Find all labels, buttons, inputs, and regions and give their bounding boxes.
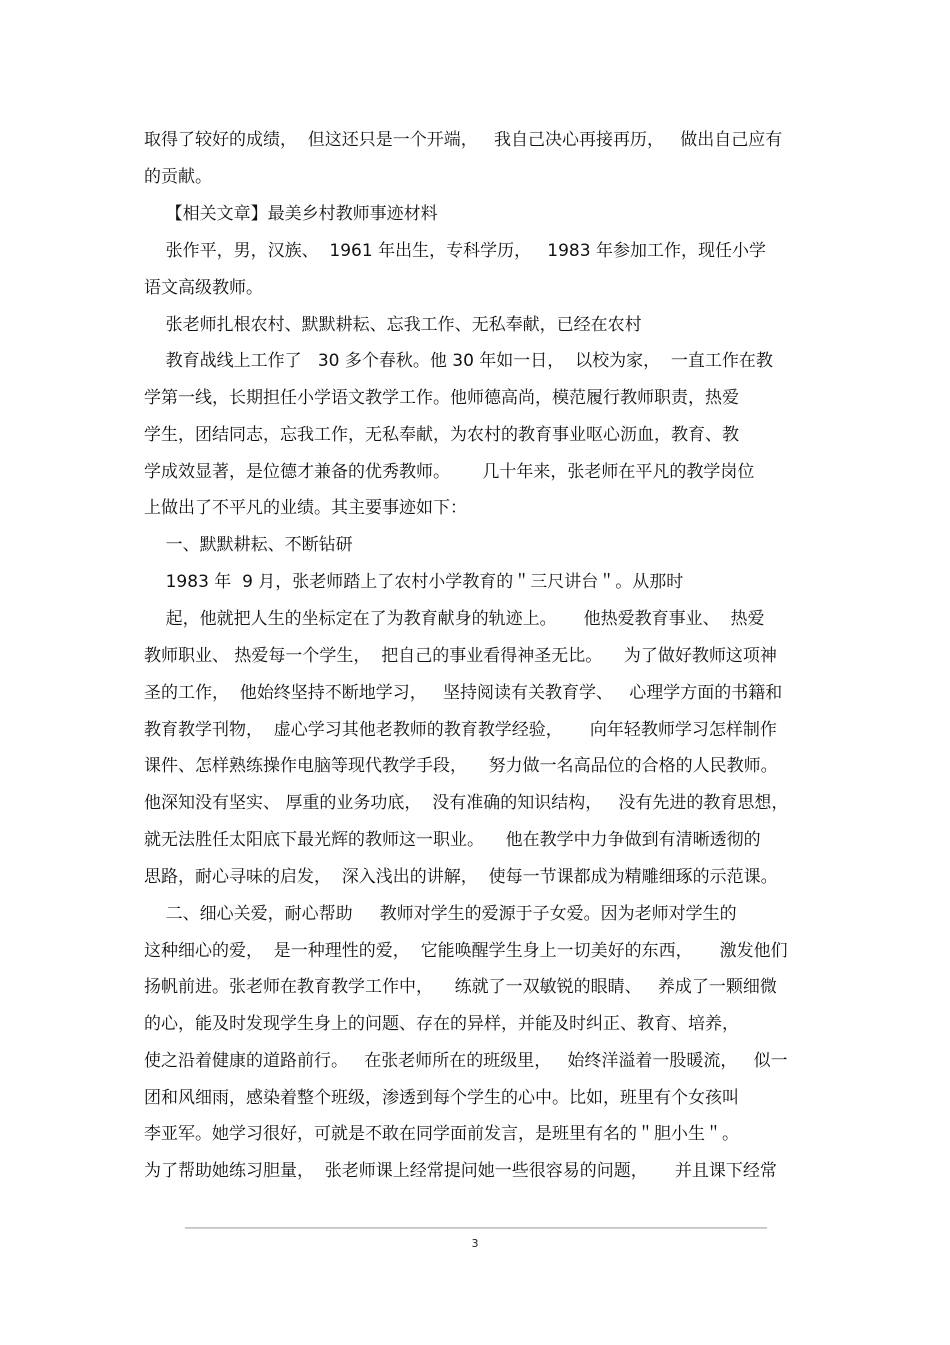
text-line: 取得了较好的成绩， 但这还只是一个开端， 我自己决心再接再历， 做出自己应有 <box>144 130 783 150</box>
text-line: 扬帆前进。张老师在教育教学工作中， 练就了一双敏锐的眼睛、 养成了一颗细微 <box>144 977 777 997</box>
text-line: 他深知没有坚实、 厚重的业务功底， 没有准确的知识结构， 没有先进的教育思想， <box>144 793 789 813</box>
section-heading: 一、默默耕耘、不断钻研 <box>144 535 353 555</box>
text-line: 思路，耐心寻味的启发， 深入浅出的讲解， 使每一节课都成为精雕细琢的示范课。 <box>144 867 778 887</box>
text-line: 这种细心的爱， 是一种理性的爱， 它能唤醒学生身上一切美好的东西， 激发他们 <box>144 941 788 961</box>
text-line: 语文高级教师。 <box>144 278 263 298</box>
section-heading: 二、细心关爱，耐心帮助 教师对学生的爱源于子女爱。因为老师对学生的 <box>144 904 737 924</box>
text-line: 学生，团结同志，忘我工作，无私奉献，为农村的教育事业呕心沥血，教育、教 <box>144 425 739 445</box>
text-line: 使之沿着健康的道路前行。 在张老师所在的班级里， 始终洋溢着一股暖流， 似一 <box>144 1051 788 1071</box>
text-line: 就无法胜任太阳底下最光辉的教师这一职业。 他在教学中力争做到有清晰透彻的 <box>144 830 761 850</box>
text-line: 起，他就把人生的坐标定在了为教育献身的轨迹上。 他热爱教育事业、 热爱 <box>144 609 765 629</box>
text-line: 张老师扎根农村、默默耕耘、忘我工作、无私奉献，已经在农村 <box>144 315 642 335</box>
text-line: 教师职业、 热爱每一个学生， 把自己的事业看得神圣无比。 为了做好教师这项神 <box>144 646 777 666</box>
text-line: 李亚军。她学习很好，可就是不敢在同学面前发言，是班里有名的＂胆小生＂。 <box>144 1124 739 1144</box>
text-line: 团和风细雨，感染着整个班级，渗透到每个学生的心中。比如，班里有个女孩叫 <box>144 1088 739 1108</box>
text-line: 课件、怎样熟练操作电脑等现代教学手段， 努力做一名高品位的合格的人民教师。 <box>144 756 778 776</box>
text-line: 为了帮助她练习胆量， 张老师课上经常提问她一些很容易的问题， 并且课下经常 <box>144 1161 777 1181</box>
text-line: 张作平，男，汉族、 1961 年出生，专科学历， 1983 年参加工作，现任小学 <box>144 241 766 261</box>
text-line: 1983 年 9 月，张老师踏上了农村小学教育的＂三尺讲台＂。从那时 <box>144 572 684 592</box>
text-line: 教育教学刊物， 虚心学习其他老教师的教育教学经验， 向年轻教师学习怎样制作 <box>144 720 777 740</box>
text-line: 学第一线，长期担任小学语文教学工作。他师德高尚，模范履行教师职责，热爱 <box>144 388 739 408</box>
related-article-heading: 【相关文章】最美乡村教师事迹材料 <box>144 204 438 224</box>
text-line: 的贡献。 <box>144 167 212 187</box>
footer-divider <box>185 1227 767 1229</box>
text-line: 圣的工作， 他始终坚持不断地学习， 坚持阅读有关教育学、 心理学方面的书籍和 <box>144 683 783 703</box>
text-line: 的心，能及时发现学生身上的问题、存在的异样，并能及时纠正、教育、培养， <box>144 1014 739 1034</box>
text-line: 上做出了不平凡的业绩。其主要事迹如下： <box>144 498 467 518</box>
page-number: 3 <box>471 1237 479 1250</box>
text-line: 教育战线上工作了 30 多个春秋。他 30 年如一日， 以校为家， 一直工作在教 <box>144 351 773 371</box>
text-line: 学成效显著，是位德才兼备的优秀教师。 几十年来，张老师在平凡的教学岗位 <box>144 462 755 482</box>
